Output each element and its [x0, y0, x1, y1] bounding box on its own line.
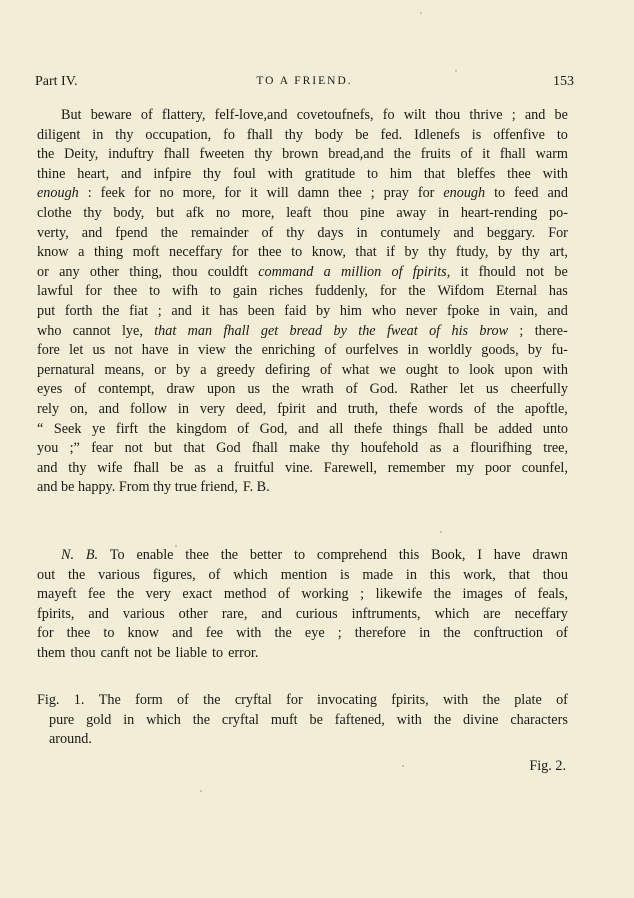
- text-line: the Deity, induftry fhall fweeten thy brown bread,and the fruits of it fhall warm: [37, 146, 568, 163]
- text-line: N. B. To enable thee the better to comprehend this Book, I have drawn: [61, 547, 568, 563]
- paper-speck: [440, 531, 442, 533]
- text-line: enough : feek for no more, for it will damn thee ; pray for enough to feed and: [37, 185, 568, 202]
- text-line: or any other thing, thou couldft command a million of fpirits, it fhould not be: [37, 263, 568, 280]
- paper-speck: [420, 12, 422, 14]
- signature: F. B.: [242, 479, 270, 495]
- text-line: who cannot lye, that man fhall get bread by the fweat of his brow ; there-: [37, 322, 568, 339]
- text-line: fpirits, and various other rare, and curious inftruments, which are neceffary: [37, 605, 568, 622]
- running-header: [35, 74, 574, 94]
- text-line: out the various figures, of which mention is made in this work, that thou: [37, 566, 568, 583]
- letter-paragraph: [37, 106, 568, 478]
- paper-speck: [402, 765, 404, 767]
- text-line: eyes of contempt, draw upon us the wrath of God. Rather let us cheerfully: [37, 381, 568, 398]
- text-line: fore let us not have in view the enriching of ourfelves in worldly goods, by fu-: [37, 342, 568, 359]
- figure-caption: [37, 691, 568, 750]
- page-number: 153: [553, 74, 574, 89]
- running-title: TO A FRIEND.: [256, 75, 353, 87]
- text-line: around.: [49, 731, 92, 748]
- text-line: them thou canft not be liable to error.: [37, 644, 259, 661]
- text-line: pernatural means, or by a greedy defiring of what we ought to look upon with: [37, 361, 568, 378]
- text-line: clothe thy body, but afk no more, leaft thou pine away in heart-rending po-: [37, 204, 568, 221]
- text-line: and thy wife fhall be as a fruitful vine. Farewell, remember my poor counfel,: [37, 459, 568, 476]
- paper-speck: [175, 545, 177, 547]
- closing-text: and be happy. From thy true friend,: [37, 479, 238, 495]
- paper-speck: [455, 70, 457, 72]
- text-line: you ;” fear not but that God fhall make thy houfehold as a flourifhing tree,: [37, 440, 568, 457]
- text-line: “ Seek ye firft the kingdom of God, and all thefe things fhall be added unto: [37, 420, 568, 437]
- text-line: know a thing moft neceffary for thee to know, that if by thy ftudy, by thy art,: [37, 244, 568, 261]
- text-line: for thee to know and fee with the eye ; therefore in the conftruction of: [37, 625, 568, 642]
- text-line: pure gold in which the cryftal muft be faftened, with the divine characters: [49, 711, 568, 728]
- text-line: verty, and fpend the remainder of thy days in contumely and beggary. For: [37, 224, 568, 241]
- catchword: Fig. 2.: [529, 758, 566, 774]
- text-line: rely on, and follow in very deed, fpirit and truth, thefe words of the apoftle,: [37, 400, 568, 417]
- text-line: thine heart, and infpire thy foul with gratitude to him that bleffes thee with: [37, 165, 568, 182]
- text-line: lawful for thee to wifh to gain riches fuddenly, for the Wifdom Eternal has: [37, 283, 568, 300]
- paper-speck: [200, 790, 202, 792]
- text-line: But beware of flattery, felf-love,and covetoufnefs, fo wilt thou thrive ; and be: [61, 107, 568, 123]
- part-label: Part IV.: [35, 74, 78, 89]
- text-line: Fig. 1. The form of the cryftal for invocating fpirits, with the plate of: [37, 692, 568, 708]
- nota-bene-paragraph: [37, 546, 568, 664]
- text-line: mayeft fee the very exact method of working ; likewife the images of feals,: [37, 586, 568, 603]
- text-line: diligent in thy occupation, fo fhall thy body be fed. Idlenefs is offenfive to: [37, 126, 568, 143]
- text-line: put forth the fiat ; and it has been faid by him who never fpoke in vain, and: [37, 302, 568, 319]
- letter-closing: [37, 478, 568, 498]
